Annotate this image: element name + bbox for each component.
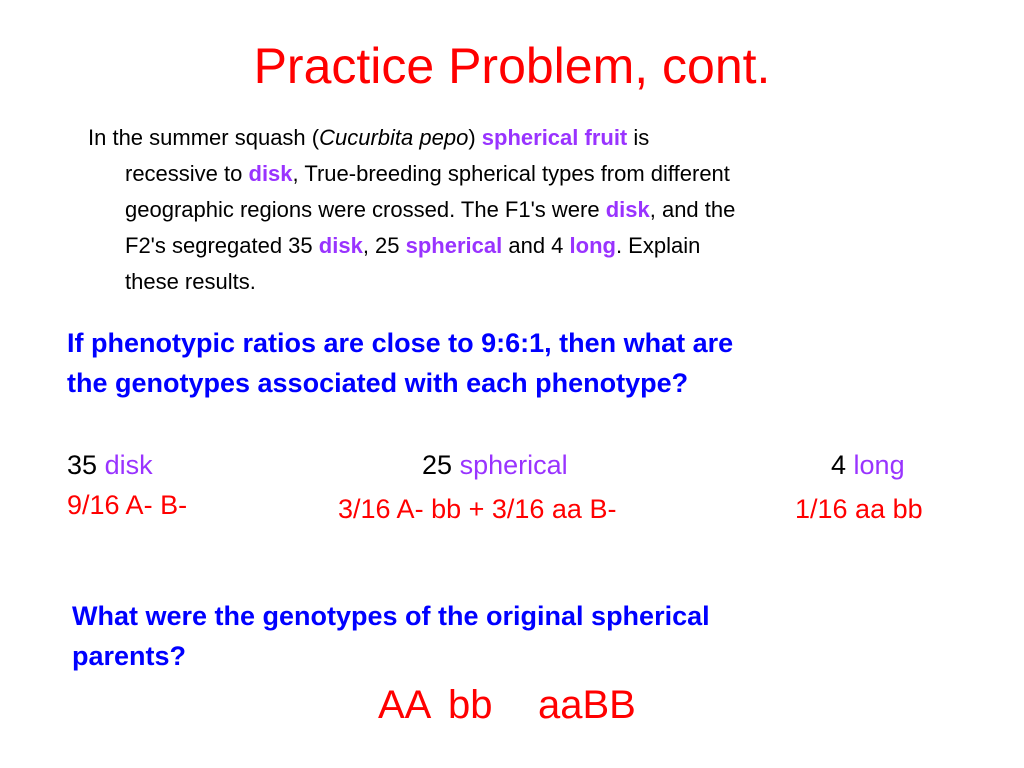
problem-text: and 4 bbox=[502, 233, 570, 258]
phenotype-disk bbox=[67, 448, 153, 482]
slide-title: Practice Problem, cont. bbox=[253, 38, 771, 94]
problem-text: recessive to bbox=[125, 161, 249, 186]
genotype-spherical: 3/16 A- bb + 3/16 aa B- bbox=[338, 494, 617, 524]
problem-text: In the summer squash ( bbox=[88, 125, 320, 150]
problem-text: , and the bbox=[649, 197, 736, 222]
highlight-spherical: spherical bbox=[405, 233, 503, 258]
phenotype-name: long bbox=[853, 450, 905, 480]
problem-text: . Explain bbox=[615, 233, 701, 258]
highlight-spherical-fruit: spherical fruit bbox=[481, 125, 628, 150]
phenotype-long bbox=[831, 448, 905, 482]
phenotype-count: 35 bbox=[67, 450, 98, 480]
problem-line-1 bbox=[88, 120, 968, 156]
phenotype-count: 25 bbox=[422, 450, 453, 480]
answer-genotype-bb: bb bbox=[448, 683, 493, 727]
problem-text: , 25 bbox=[362, 233, 406, 258]
problem-line-4 bbox=[88, 228, 968, 264]
phenotype-count: 4 bbox=[831, 450, 847, 480]
problem-text: , True-breeding spherical types from different bbox=[292, 161, 730, 186]
highlight-disk: disk bbox=[318, 233, 363, 258]
highlight-long: long bbox=[569, 233, 616, 258]
problem-text: geographic regions were crossed. The F1's were bbox=[125, 197, 606, 222]
problem-line-3 bbox=[88, 192, 968, 228]
question-parents bbox=[72, 596, 710, 676]
genotype-long: 1/16 aa bb bbox=[795, 494, 923, 524]
highlight-disk: disk bbox=[248, 161, 293, 186]
answer-genotype-aa: AA bbox=[378, 683, 432, 727]
problem-line-5: these results. bbox=[125, 269, 256, 294]
phenotype-name: spherical bbox=[459, 450, 568, 480]
highlight-disk: disk bbox=[605, 197, 650, 222]
problem-text: is bbox=[627, 125, 650, 150]
phenotype-spherical bbox=[422, 448, 568, 482]
genotype-disk: 9/16 A- B- bbox=[67, 490, 188, 520]
question-genotypes bbox=[67, 323, 733, 403]
question-line: the genotypes associated with each phenotype? bbox=[67, 368, 689, 398]
phenotype-name: disk bbox=[104, 450, 153, 480]
question-line: What were the genotypes of the original spherical bbox=[72, 601, 710, 631]
answer-genotype-aabb: aaBB bbox=[538, 683, 636, 727]
question-line: If phenotypic ratios are close to 9:6:1, then what are bbox=[67, 328, 734, 358]
question-line: parents? bbox=[72, 641, 187, 671]
problem-text: F2's segregated 35 bbox=[125, 233, 319, 258]
problem-statement bbox=[88, 120, 968, 300]
problem-line-2 bbox=[88, 156, 968, 192]
species-name: Cucurbita pepo bbox=[319, 125, 469, 150]
problem-text: ) bbox=[468, 125, 482, 150]
